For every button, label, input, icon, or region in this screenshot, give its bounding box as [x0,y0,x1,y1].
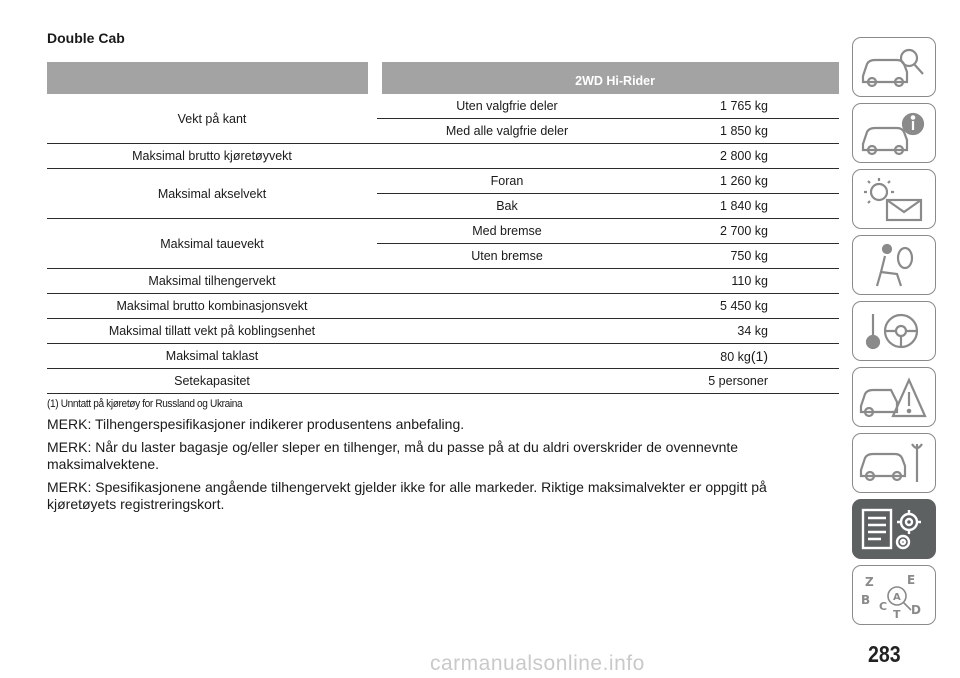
row-label: Vekt på kant [177,111,247,126]
row-label: Maksimal tillatt vekt på koblingsenhet [108,324,316,338]
svg-text:B: B [861,593,871,607]
spec-table [47,62,839,394]
value-cell: 34 kg [737,324,768,338]
tab-technical-specifications[interactable] [852,499,936,559]
sub-row [377,94,839,118]
car-search-icon [857,42,931,92]
car-wrench-icon [857,438,931,488]
value-text: 80 kg [720,350,751,364]
sub-label: Bak [496,199,518,213]
row-label: Maksimal brutto kombinasjonsvekt [116,299,308,313]
sub-label: Uten valgfrie deler [456,99,558,113]
page-number: 283 [868,641,901,667]
sub-row [377,219,839,243]
header-variant: 2WD Hi-Rider [382,62,839,94]
sub-row [377,118,839,143]
row-label: Maksimal taklast [165,349,259,363]
table-row [47,94,839,144]
value-cell: 750 kg [730,249,768,263]
sub-label: Med bremse [472,224,542,238]
value-cell: 2 700 kg [720,224,768,238]
watermark: carmanualsonline.info [430,652,645,675]
svg-text:C: C [879,600,888,613]
table-row [47,344,839,369]
table-row [47,169,839,219]
value-cell: 5 450 kg [720,299,768,313]
tab-maintenance[interactable] [852,433,936,493]
row-label: Setekapasitet [174,374,250,388]
svg-text:A: A [893,592,901,603]
svg-text:T: T [893,608,901,620]
tab-car-info[interactable] [852,103,936,163]
sub-row [377,243,839,268]
warning-light-message-icon [857,174,931,224]
svg-text:D: D [911,603,921,617]
value-cell: 1 765 kg [720,99,768,113]
specifications-gears-icon [857,504,931,554]
table-header [47,62,839,94]
alphabetical-index-icon [857,570,931,620]
airbag-seat-icon [857,240,931,290]
table-row [47,144,839,169]
value-cell [637,348,839,364]
note-paragraph: MERK: Når du laster bagasje og/eller sleper en tilhenger, må du passe på at du aldri overskrider de ovennevnte maksimalvektene. [47,439,739,472]
footnote-ref: (1) [750,348,768,364]
section-heading: Double Cab [47,30,125,46]
value-cell: 1 840 kg [720,199,768,213]
tab-index[interactable] [852,565,936,625]
tab-emergency[interactable] [852,367,936,427]
table-row [47,269,839,294]
table-row [47,294,839,319]
tab-safety[interactable] [852,235,936,295]
row-label: Maksimal tilhengervekt [148,274,276,288]
sub-label: Med alle valgfrie deler [445,124,569,138]
row-label: Maksimal akselvekt [157,186,267,201]
footnote: (1) Unntatt på kjøretøy for Russland og Ukraina [47,398,243,410]
value-cell: 5 personer [708,374,768,388]
sub-label: Foran [490,174,524,188]
sub-row [377,169,839,193]
svg-text:Z: Z [865,575,874,589]
note-paragraph: MERK: Tilhengerspesifikasjoner indikerer produsentens anbefaling. [47,416,465,432]
header-blank-cell [47,62,368,94]
tab-start-drive[interactable] [852,301,936,361]
value-cell: 1 260 kg [720,174,768,188]
value-cell: 1 850 kg [720,124,768,138]
sub-label: Uten bremse [471,249,543,263]
table-row [47,319,839,344]
note-paragraph: MERK: Spesifikasjonene angående tilhengervekt gjelder ikke for alle markeder. Riktige maksimalvekter er oppgitt på kjøretøyets registreringskort. [47,479,767,512]
sub-row [377,193,839,218]
chapter-tabs [852,37,940,631]
svg-text:E: E [907,573,916,587]
tab-car-search[interactable] [852,37,936,97]
value-cell: 2 800 kg [720,149,768,163]
document-body [47,30,839,513]
car-info-icon [857,108,931,158]
tab-warning-lights[interactable] [852,169,936,229]
steering-wheel-key-icon [857,306,931,356]
value-cell: 110 kg [731,274,768,288]
row-label: Maksimal tauevekt [160,236,264,251]
row-label: Maksimal brutto kjøretøyvekt [132,149,292,163]
car-warning-triangle-icon [857,372,931,422]
table-row [47,219,839,269]
table-row [47,369,839,394]
